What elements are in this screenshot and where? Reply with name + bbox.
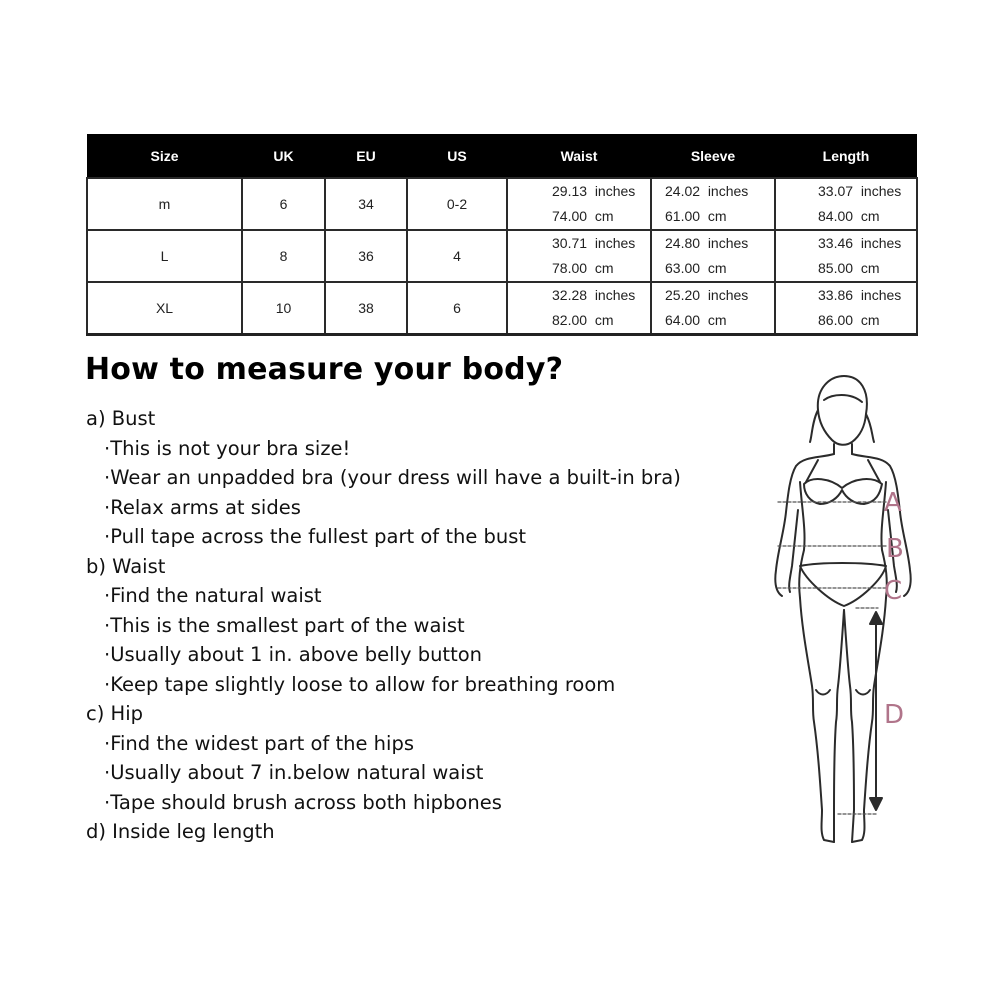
section-bust-heading: a) Bust [86,407,156,430]
cell-size: L [87,230,242,282]
length-inches: 33.46 inches [818,235,902,251]
body-outline-illustration [760,370,940,860]
waist-cm: 74.00 cm [552,208,614,224]
waist-inches: 32.28 inches [552,287,636,303]
table-header-row [87,134,917,178]
cell-us: 6 [407,282,507,335]
cell-uk: 10 [242,282,325,335]
body-measure-figure [760,370,940,860]
measure-guide [86,404,681,847]
cell-us: 0-2 [407,178,507,230]
cell-waist [507,230,651,282]
header-us: US [407,134,507,178]
cell-size: XL [87,282,242,335]
list-item: ·Usually about 1 in. above belly button [104,643,483,666]
label-d: D [884,700,905,730]
label-a: A [884,488,902,518]
cell-eu: 34 [325,178,407,230]
sleeve-cm: 61.00 cm [665,208,727,224]
waist-inches: 30.71 inches [552,235,636,251]
list-item: ·Find the widest part of the hips [104,731,414,755]
sleeve-cm: 64.00 cm [665,312,727,328]
length-inches: 33.86 inches [818,287,902,303]
header-eu: EU [325,134,407,178]
cell-us: 4 [407,230,507,282]
list-item: ·Relax arms at sides [104,495,301,519]
list-item: ·Usually about 7 in.below natural waist [104,761,484,784]
cell-length [775,230,917,282]
sleeve-inches: 24.80 inches [665,235,749,251]
list-item: ·Tape should brush across both hipbones [104,790,502,814]
header-sleeve: Sleeve [651,134,775,178]
length-cm: 85.00 cm [818,260,880,276]
guide-title: How to measure your body? [85,352,564,387]
cell-size: m [87,178,242,230]
table-row [87,282,917,335]
table-row [87,230,917,282]
length-cm: 84.00 cm [818,208,880,224]
label-c: C [884,576,903,606]
cell-eu: 36 [325,230,407,282]
section-waist-heading: b) Waist [86,554,166,578]
section-hip-heading: c) Hip [86,702,143,725]
sleeve-inches: 24.02 inches [665,183,749,199]
waist-cm: 82.00 cm [552,312,614,328]
cell-sleeve [651,230,775,282]
cell-length [775,178,917,230]
label-b: B [886,534,904,564]
waist-inches: 29.13 inches [552,183,636,199]
length-inches: 33.07 inches [818,183,902,199]
cell-sleeve [651,178,775,230]
cell-length [775,282,917,335]
list-item: ·Keep tape slightly loose to allow for breathing room [104,672,616,696]
size-chart-table [86,134,918,336]
header-length: Length [775,134,917,178]
list-item: ·This is not your bra size! [104,436,351,460]
cell-uk: 6 [242,178,325,230]
sleeve-inches: 25.20 inches [665,287,749,303]
section-leg-heading: d) Inside leg length [86,820,275,843]
length-cm: 86.00 cm [818,312,880,328]
list-item: ·This is the smallest part of the waist [104,613,465,637]
waist-cm: 78.00 cm [552,260,614,276]
header-uk: UK [242,134,325,178]
header-waist: Waist [507,134,651,178]
list-item: ·Pull tape across the fullest part of the bust [104,525,527,548]
cell-eu: 38 [325,282,407,335]
header-size: Size [87,134,242,178]
sleeve-cm: 63.00 cm [665,260,727,276]
cell-waist [507,178,651,230]
cell-uk: 8 [242,230,325,282]
cell-sleeve [651,282,775,335]
cell-waist [507,282,651,335]
table-row [87,178,917,230]
list-item: ·Find the natural waist [104,584,322,607]
list-item: ·Wear an unpadded bra (your dress will have a built-in bra) [104,466,681,489]
